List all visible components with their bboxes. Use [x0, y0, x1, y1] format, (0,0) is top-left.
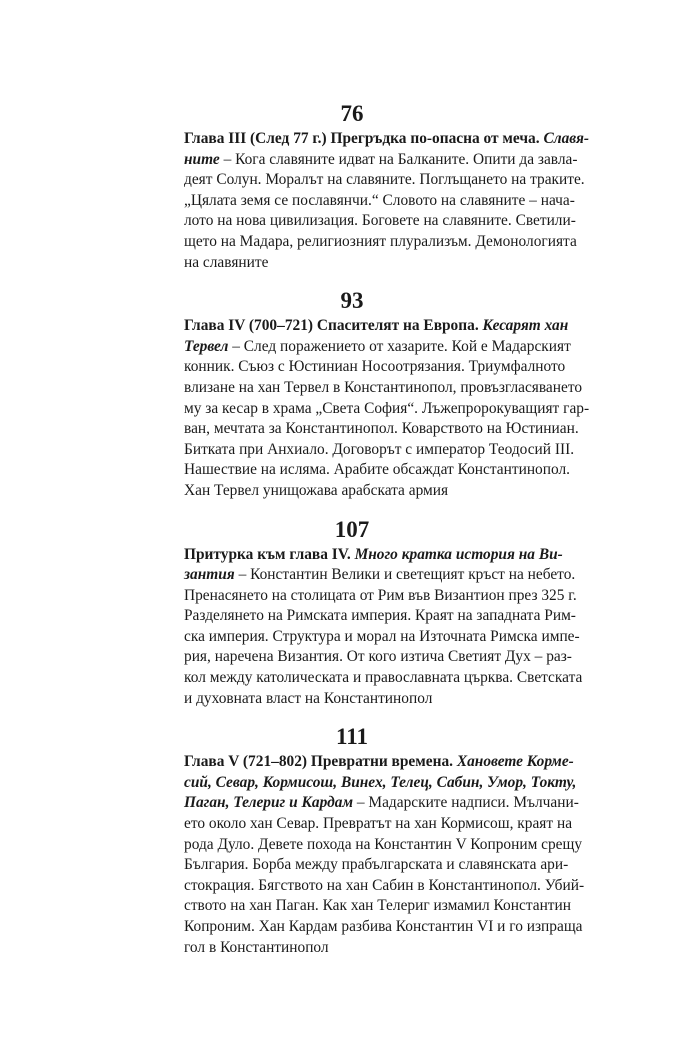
chapter-heading-text: ните [184, 150, 220, 168]
description-text: ето около хан Севар. Превратът на хан Кормисош, краят на [184, 815, 573, 833]
description-text: рия, наречена Византия. От кого изтича Светият Дух – раз- [184, 648, 572, 666]
text-line [184, 896, 572, 917]
page-number: 76 [340, 101, 364, 126]
chapter-heading-text: Глава V (721–802) Превратни времена. [184, 753, 457, 771]
text-line [184, 316, 569, 337]
text-line [184, 938, 520, 959]
table-of-contents [184, 100, 590, 972]
description-text: – Кога славяните идват на Балканите. Опити да завла- [219, 150, 578, 168]
description-text: на славяните [184, 253, 269, 271]
chapter-heading-text: Славя- [543, 130, 590, 147]
text-line [184, 150, 578, 171]
text-line [184, 337, 571, 358]
toc-entry [184, 100, 590, 273]
chapter-heading-text: Паган, Телериг и Кардам [184, 794, 353, 812]
text-line [184, 211, 576, 232]
chapter-heading-text: зантия [184, 566, 235, 584]
description-text: лото на нова цивилизация. Боговете на славяните. Светили- [184, 212, 576, 230]
description-text: Пренасянето на столицата от Рим във Византион през 325 г. [184, 586, 577, 604]
description-text: конник. Съюз с Юстиниан Носоотрязания. Триумфалното [184, 358, 566, 376]
text-line [184, 191, 575, 212]
page-number: 111 [336, 724, 368, 750]
text-line [184, 752, 574, 773]
description-text: и духовната власт на Константинопол [184, 689, 433, 707]
description-text: Копроним. Хан Кардам разбива Константин VI и го изпраща [184, 918, 583, 935]
description-text: деят Солун. Моралът на славяните. Поглъщането на траките. [184, 171, 585, 189]
text-line [184, 545, 563, 566]
text-line [184, 586, 577, 607]
entry-text [184, 545, 583, 710]
chapter-heading-text: Хановете Кормe- [456, 753, 574, 771]
text-line [184, 855, 569, 876]
text-line [184, 689, 520, 710]
description-text: щето на Мадара, религиозният плурализъм. Демонологията [184, 232, 577, 250]
description-text: „Цялата земя се пославянчи.“ Словото на славяните – нача- [184, 191, 575, 209]
text-line [184, 419, 579, 440]
description-text: – След поражението от хазарите. Кой е Мадарският [228, 337, 571, 355]
chapter-heading-text: Тервел [184, 337, 229, 355]
text-line [184, 647, 572, 668]
text-line [184, 814, 573, 835]
description-text: стокрация. Бягството на хан Сабин в Константинопол. Убий- [184, 876, 585, 894]
description-text: България. Борба между прабългарската и славянската ари- [184, 856, 569, 874]
text-line [184, 876, 585, 897]
description-text: ван, мечтата за Константинопол. Коварството на Юстиниан. [184, 420, 579, 438]
text-line [184, 606, 576, 627]
chapter-heading-text: Глава IV (700–721) Спасителят на Европа. [184, 317, 483, 335]
toc-entry [184, 287, 590, 501]
text-line [184, 460, 571, 481]
text-line [184, 399, 590, 420]
chapter-heading-text: Кесарят хан [482, 317, 569, 335]
toc-entry [184, 723, 585, 958]
entry-text [184, 752, 585, 958]
chapter-heading-text: Глава III (След 77 г.) Прегръдка по-опасна от меча. [184, 130, 544, 147]
description-text: рода Дуло. Девете похода на Константин V Копроним срещу [184, 835, 583, 853]
text-line [184, 253, 520, 274]
text-line [184, 793, 579, 814]
description-text: му за кесар в храма „Света София“. Лъжепророкуващият гар- [184, 399, 590, 417]
text-line [184, 668, 583, 689]
description-text: Хан Тервел унищожава арабската армия [184, 481, 449, 499]
description-text: ска империя. Структура и морал на Източната Римска импе- [184, 627, 580, 645]
text-line [184, 565, 576, 586]
entry-text [184, 316, 590, 501]
text-line [184, 440, 575, 461]
description-text: гол в Константинопол [184, 938, 329, 956]
text-line [184, 232, 577, 253]
entry-text [184, 129, 590, 273]
text-line [184, 129, 590, 150]
chapter-heading-text: Притурка към глава IV. [184, 545, 355, 563]
chapter-heading-text: сий, Севар, Кормисош, Винех, Телец, Сабин, Умор, Токту, [184, 773, 577, 791]
description-text: – Мадарските надписи. Мълчани- [353, 794, 579, 812]
description-text: – Константин Велики и светещият кръст на небето. [234, 566, 576, 584]
text-line [184, 170, 585, 191]
text-line [184, 917, 583, 938]
text-line [184, 378, 583, 399]
chapter-heading-text: Много кратка история на Ви- [354, 545, 563, 563]
text-line [184, 481, 520, 502]
toc-entry [184, 516, 583, 710]
description-text: кол между католическата и православната църква. Светската [184, 669, 583, 687]
text-line [184, 627, 580, 648]
description-text: Разделянето на Римската империя. Краят на западната Рим- [184, 607, 576, 625]
description-text: влизане на хан Тервел в Константинопол, провъзгласяването [184, 378, 583, 396]
description-text: Нашествие на исляма. Арабите обсаждат Константинопол. [184, 461, 571, 479]
text-line [184, 773, 577, 794]
page-number: 93 [340, 288, 364, 314]
page-number: 107 [334, 516, 370, 542]
text-line [184, 357, 566, 378]
text-line [184, 835, 583, 856]
description-text: Битката при Анхиало. Договорът с император Теодосий III. [184, 440, 575, 458]
description-text: ството на хан Паган. Как хан Телериг измамил Константин [184, 897, 572, 915]
